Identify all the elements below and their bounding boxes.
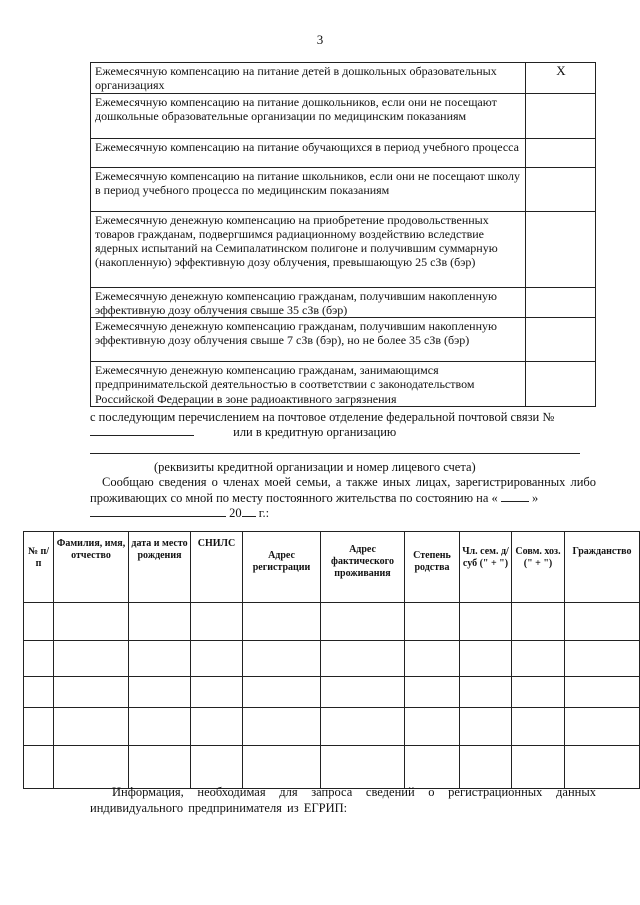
- col-birth: дата и место рождения: [129, 532, 191, 603]
- col-joint-household: Совм. хоз. (" + "): [512, 532, 565, 603]
- compensation-label: Ежемесячную денежную компенсацию гражданам, получившим накопленную эффективную дозу облучения свыше 7 сЗв (бэр), но не более 35 сЗв (бэр): [91, 318, 526, 362]
- or-credit-text: или в кредитную организацию: [233, 425, 397, 439]
- compensation-row: [91, 63, 596, 94]
- table-cell[interactable]: [405, 677, 460, 708]
- table-cell[interactable]: [565, 677, 640, 708]
- table-cell[interactable]: [565, 603, 640, 641]
- compensation-table: [90, 62, 596, 407]
- col-snils: СНИЛС: [191, 532, 243, 603]
- credit-details-field[interactable]: [90, 453, 580, 454]
- col-number: № п/п: [24, 532, 54, 603]
- col-family-member: Чл. сем. д/суб (" + "): [460, 532, 512, 603]
- col-citizenship: Гражданство: [565, 532, 640, 603]
- family-info-paragraph: [90, 474, 596, 506]
- table-cell[interactable]: [405, 641, 460, 677]
- compensation-checkbox[interactable]: [526, 138, 596, 167]
- compensation-row: [91, 362, 596, 407]
- table-cell[interactable]: [243, 708, 321, 746]
- table-cell[interactable]: [129, 746, 191, 789]
- table-cell[interactable]: [24, 677, 54, 708]
- family-info-text: Сообщаю сведения о членах моей семьи, а также иных лицах, зарегистрированных либо проживающих со мной по месту постоянного жительства по состоянию на: [90, 475, 596, 505]
- table-cell[interactable]: [512, 641, 565, 677]
- compensation-label: Ежемесячную денежную компенсацию гражданам, получившим накопленную эффективную дозу облучения свыше 35 сЗв (бэр): [91, 287, 526, 318]
- table-row: [24, 677, 640, 708]
- postal-office-number-field[interactable]: [90, 425, 194, 436]
- table-cell[interactable]: [512, 746, 565, 789]
- table-cell[interactable]: [54, 708, 129, 746]
- date-line: [90, 506, 269, 521]
- compensation-checkbox[interactable]: [526, 362, 596, 407]
- table-row: [24, 708, 640, 746]
- compensation-row: [91, 211, 596, 287]
- table-row: [24, 641, 640, 677]
- table-cell[interactable]: [243, 603, 321, 641]
- table-cell[interactable]: [460, 677, 512, 708]
- table-cell[interactable]: [191, 603, 243, 641]
- table-row: [24, 603, 640, 641]
- col-full-name: Фамилия, имя, отчество: [54, 532, 129, 603]
- table-cell[interactable]: [191, 677, 243, 708]
- table-cell[interactable]: [129, 603, 191, 641]
- compensation-row: [91, 287, 596, 318]
- col-actual-address: Адрес фактического проживания: [321, 532, 405, 603]
- table-cell[interactable]: [24, 708, 54, 746]
- table-cell[interactable]: [512, 708, 565, 746]
- compensation-label: Ежемесячную компенсацию на питание школьников, если они не посещают школу в период учебного процесса по медицинским показаниям: [91, 167, 526, 211]
- compensation-row: [91, 93, 596, 138]
- postal-transfer-line: [90, 410, 554, 425]
- page-number: 3: [316, 32, 324, 47]
- date-close-quote: »: [532, 491, 539, 505]
- postal-transfer-text: с последующим перечислением на почтовое отделение федеральной почтовой связи №: [90, 410, 555, 424]
- table-cell[interactable]: [129, 641, 191, 677]
- table-cell[interactable]: [512, 677, 565, 708]
- table-cell[interactable]: [54, 641, 129, 677]
- date-day-field[interactable]: [501, 491, 529, 502]
- compensation-row: [91, 167, 596, 211]
- egrip-paragraph: Информация, необходимая для запроса сведений о регистрационных данных индивидуального предпринимателя из ЕГРИП:: [90, 785, 596, 815]
- table-cell[interactable]: [565, 641, 640, 677]
- table-cell[interactable]: [54, 746, 129, 789]
- table-cell[interactable]: [191, 708, 243, 746]
- table-cell[interactable]: [191, 641, 243, 677]
- date-month-field[interactable]: [90, 506, 226, 517]
- compensation-checkbox[interactable]: X: [526, 63, 596, 94]
- table-row: [24, 746, 640, 789]
- compensation-label: Ежемесячную денежную компенсацию на приобретение продовольственных товаров гражданам, подвергшимся радиационному воздействию вследствие ядерных испытаний на Семипалатинском полигоне и получившим суммарную (накопленную) эффективную дозу облучения, превышающую 25 сЗв (бэр): [91, 211, 526, 287]
- table-cell[interactable]: [243, 746, 321, 789]
- compensation-checkbox[interactable]: [526, 167, 596, 211]
- table-cell[interactable]: [54, 677, 129, 708]
- table-cell[interactable]: [405, 708, 460, 746]
- compensation-checkbox[interactable]: [526, 287, 596, 318]
- compensation-checkbox[interactable]: [526, 318, 596, 362]
- table-cell[interactable]: [460, 708, 512, 746]
- table-cell[interactable]: [321, 641, 405, 677]
- family-table-header: [24, 532, 640, 603]
- table-cell[interactable]: [24, 603, 54, 641]
- table-cell[interactable]: [460, 641, 512, 677]
- date-open-quote: «: [491, 491, 498, 505]
- col-registration-address: Адрес регистрации: [243, 532, 321, 603]
- compensation-label: Ежемесячную компенсацию на питание дошкольников, если они не посещают дошкольные образовательные организации по медицинским показаниям: [91, 93, 526, 138]
- compensation-row: [91, 318, 596, 362]
- family-members-table: [23, 531, 640, 789]
- compensation-label: Ежемесячную компенсацию на питание обучающихся в период учебного процесса: [91, 138, 526, 167]
- year-suffix: г.:: [258, 506, 270, 520]
- date-year-field[interactable]: [242, 506, 256, 517]
- table-cell[interactable]: [191, 746, 243, 789]
- table-cell[interactable]: [565, 708, 640, 746]
- table-cell[interactable]: [321, 677, 405, 708]
- compensation-row: [91, 138, 596, 167]
- table-cell[interactable]: [405, 603, 460, 641]
- compensation-checkbox[interactable]: [526, 93, 596, 138]
- table-cell[interactable]: [460, 746, 512, 789]
- table-cell[interactable]: [565, 746, 640, 789]
- table-cell[interactable]: [24, 746, 54, 789]
- table-cell[interactable]: [129, 677, 191, 708]
- col-relation: Степень родства: [405, 532, 460, 603]
- credit-details-caption: (реквизиты кредитной организации и номер лицевого счета): [154, 460, 476, 474]
- credit-org-line: [90, 425, 396, 440]
- compensation-label: Ежемесячную денежную компенсацию гражданам, занимающимся предпринимательской деятельностью в соответствии с законодательством Российской Федерации в зоне радиоактивного загрязнения: [91, 362, 526, 407]
- table-cell[interactable]: [321, 708, 405, 746]
- table-cell[interactable]: [24, 641, 54, 677]
- compensation-checkbox[interactable]: [526, 211, 596, 287]
- table-cell[interactable]: [460, 603, 512, 641]
- table-cell[interactable]: [512, 603, 565, 641]
- table-cell[interactable]: [129, 708, 191, 746]
- table-cell[interactable]: [321, 746, 405, 789]
- table-cell[interactable]: [243, 677, 321, 708]
- table-cell[interactable]: [321, 603, 405, 641]
- year-prefix: 20: [229, 506, 242, 520]
- table-cell[interactable]: [54, 603, 129, 641]
- compensation-label: Ежемесячную компенсацию на питание детей в дошкольных образовательных организациях: [91, 63, 526, 94]
- table-cell[interactable]: [243, 641, 321, 677]
- table-cell[interactable]: [405, 746, 460, 789]
